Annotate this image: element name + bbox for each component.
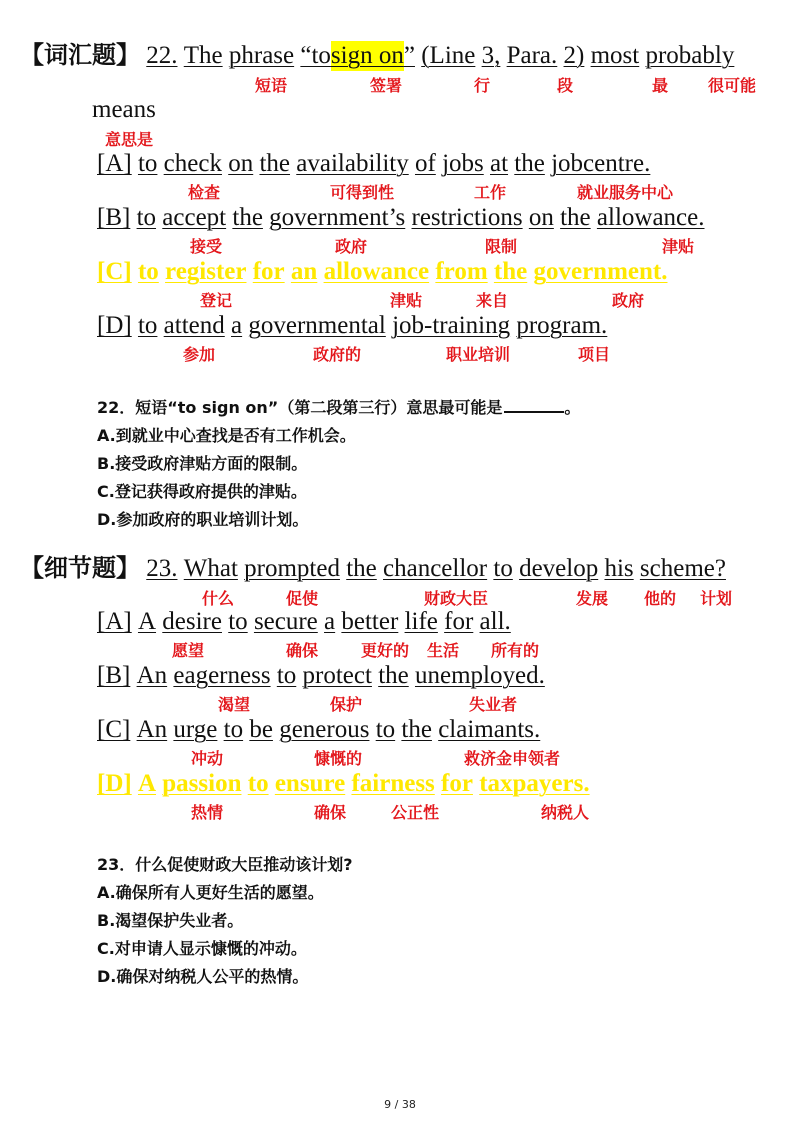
stem-word: means bbox=[92, 96, 156, 123]
option-letter: [B] bbox=[97, 204, 131, 231]
option-word: better bbox=[341, 608, 399, 635]
option-word: jobcentre. bbox=[551, 150, 651, 177]
option-word: claimants. bbox=[438, 716, 541, 743]
gloss: 愿望 bbox=[172, 641, 205, 660]
q22-number: 22. bbox=[146, 42, 178, 69]
q23-option-b bbox=[97, 661, 545, 691]
gloss: 发展 bbox=[576, 589, 609, 608]
option-word: taxpayers. bbox=[479, 770, 590, 797]
option-word: on bbox=[528, 204, 554, 231]
q22-cn-option-c: C.登记获得政府提供的津贴。 bbox=[97, 482, 307, 501]
gloss: 来自 bbox=[476, 291, 509, 310]
page-number: 9 / 38 bbox=[384, 1098, 416, 1111]
q23-cn-option-b: B.渴望保护失业者。 bbox=[97, 911, 244, 930]
option-word: restrictions bbox=[411, 204, 523, 231]
q23-option-c bbox=[97, 715, 540, 745]
option-word: urge bbox=[173, 716, 218, 743]
option-word: An bbox=[136, 662, 168, 689]
gloss: 失业者 bbox=[469, 695, 518, 714]
option-word: An bbox=[136, 716, 168, 743]
option-word: job-training bbox=[392, 312, 511, 339]
option-word: the bbox=[514, 150, 545, 177]
stem-word: ” bbox=[403, 42, 415, 69]
option-letter: [D] bbox=[97, 312, 132, 339]
option-word: be bbox=[249, 716, 273, 743]
option-word: desire bbox=[162, 608, 222, 635]
option-word: the bbox=[401, 716, 432, 743]
option-letter: [A] bbox=[97, 608, 132, 635]
option-word: to bbox=[223, 716, 244, 743]
gloss: 职业培训 bbox=[446, 345, 511, 364]
q22-stem-line2 bbox=[92, 95, 156, 125]
stem-word: probably bbox=[645, 42, 735, 69]
stem-word: chancellor bbox=[383, 555, 488, 582]
option-word: attend bbox=[163, 312, 225, 339]
gloss: 什么 bbox=[202, 589, 235, 608]
option-letter: [C] bbox=[97, 258, 132, 285]
option-word: for bbox=[252, 258, 285, 285]
option-word: register bbox=[165, 258, 247, 285]
option-word: to bbox=[137, 258, 159, 285]
option-word: from bbox=[435, 258, 488, 285]
option-word: check bbox=[163, 150, 222, 177]
stem-word: 3, bbox=[481, 42, 501, 69]
stem-word: 2) bbox=[563, 42, 585, 69]
option-word: A bbox=[137, 608, 157, 635]
q22-option-c-answer bbox=[97, 257, 667, 287]
gloss: 财政大臣 bbox=[424, 589, 489, 608]
option-word: all. bbox=[479, 608, 511, 635]
gloss: 签署 bbox=[370, 76, 403, 95]
option-word: government’s bbox=[269, 204, 406, 231]
option-word: eagerness bbox=[173, 662, 271, 689]
gloss: 生活 bbox=[427, 641, 460, 660]
gloss: 参加 bbox=[183, 345, 216, 364]
q23-stem bbox=[20, 553, 726, 584]
cn-stem-text: 22．短语“to sign on”（第二段第三行）意思最可能是 bbox=[97, 398, 503, 417]
option-word: the bbox=[378, 662, 409, 689]
q22-option-a bbox=[97, 149, 650, 179]
gloss: 接受 bbox=[190, 237, 223, 256]
option-word: allowance bbox=[323, 258, 430, 285]
gloss: 确保 bbox=[286, 641, 319, 660]
q23-cn-option-d: D.确保对纳税人公平的热情。 bbox=[97, 967, 309, 986]
gloss: 津贴 bbox=[662, 237, 695, 256]
gloss: 所有的 bbox=[491, 641, 540, 660]
gloss: 公正性 bbox=[391, 803, 440, 822]
option-word: accept bbox=[162, 204, 227, 231]
gloss: 政府 bbox=[335, 237, 368, 256]
option-word: unemployed. bbox=[414, 662, 545, 689]
stem-word: (Line bbox=[421, 42, 476, 69]
q22-option-d bbox=[97, 311, 607, 341]
gloss: 确保 bbox=[314, 803, 347, 822]
stem-word: The bbox=[183, 42, 223, 69]
q23-number: 23. bbox=[146, 555, 178, 582]
option-word: A bbox=[137, 770, 157, 797]
option-word: generous bbox=[279, 716, 370, 743]
gloss: 更好的 bbox=[361, 641, 410, 660]
stem-word: prompted bbox=[244, 555, 340, 582]
option-word: to bbox=[137, 150, 158, 177]
gloss: 政府的 bbox=[313, 345, 362, 364]
gloss: 热情 bbox=[191, 803, 224, 822]
q23-type-tag: 【细节题】 bbox=[20, 554, 140, 582]
q23-option-a bbox=[97, 607, 511, 637]
gloss: 救济金申领者 bbox=[464, 749, 561, 768]
option-letter: [A] bbox=[97, 150, 132, 177]
option-word: government. bbox=[533, 258, 668, 285]
option-word: for bbox=[441, 770, 473, 797]
stem-word: What bbox=[183, 555, 238, 582]
answer-blank bbox=[504, 397, 564, 413]
option-word: of bbox=[414, 150, 436, 177]
option-word: availability bbox=[296, 150, 409, 177]
option-word: to bbox=[228, 608, 248, 635]
option-word: the bbox=[560, 204, 591, 231]
gloss: 政府 bbox=[612, 291, 645, 310]
option-word: ensure bbox=[274, 770, 346, 797]
gloss: 限制 bbox=[485, 237, 518, 256]
option-word: program. bbox=[516, 312, 608, 339]
gloss: 可得到性 bbox=[330, 183, 395, 202]
option-word: passion bbox=[162, 770, 242, 797]
stem-word-highlight: sign on bbox=[330, 42, 404, 69]
option-letter: [B] bbox=[97, 662, 131, 689]
option-word: at bbox=[490, 150, 509, 177]
option-word: the bbox=[259, 150, 291, 177]
stem-word: phrase bbox=[228, 42, 295, 69]
option-word: for bbox=[444, 608, 474, 635]
gloss: 登记 bbox=[200, 291, 233, 310]
gloss: 就业服务中心 bbox=[577, 183, 674, 202]
stem-word: to bbox=[493, 555, 513, 582]
q22-cn-stem bbox=[97, 397, 580, 419]
option-word: allowance. bbox=[596, 204, 705, 231]
stem-word: the bbox=[346, 555, 377, 582]
gloss: 工作 bbox=[474, 183, 507, 202]
q23-option-d-answer bbox=[97, 769, 590, 799]
gloss: 冲动 bbox=[191, 749, 224, 768]
q22-cn-option-d: D.参加政府的职业培训计划。 bbox=[97, 510, 309, 529]
q22-type-tag: 【词汇题】 bbox=[20, 41, 140, 69]
option-word: the bbox=[232, 204, 263, 231]
q23-cn-option-a: A.确保所有人更好生活的愿望。 bbox=[97, 883, 324, 902]
gloss: 保护 bbox=[330, 695, 363, 714]
gloss: 段 bbox=[557, 76, 574, 95]
option-word: fairness bbox=[351, 770, 435, 797]
option-word: on bbox=[228, 150, 254, 177]
gloss: 检查 bbox=[188, 183, 221, 202]
cn-stem-end: 。 bbox=[564, 398, 581, 417]
option-word: to bbox=[137, 312, 158, 339]
option-word: life bbox=[404, 608, 438, 635]
option-word: the bbox=[493, 258, 528, 285]
q23-cn-option-c: C.对申请人显示慷慨的冲动。 bbox=[97, 939, 307, 958]
stem-word: develop bbox=[519, 555, 599, 582]
q23-cn-stem: 23．什么促使财政大臣推动该计划? bbox=[97, 855, 353, 874]
stem-word: most bbox=[590, 42, 640, 69]
option-word: protect bbox=[302, 662, 372, 689]
stem-word: “to bbox=[300, 42, 331, 69]
q22-option-b bbox=[97, 203, 705, 233]
gloss: 他的 bbox=[644, 589, 677, 608]
q22-stem-line1 bbox=[20, 40, 734, 71]
gloss: 促使 bbox=[286, 589, 319, 608]
q22-cn-option-b: B.接受政府津贴方面的限制。 bbox=[97, 454, 308, 473]
option-word: an bbox=[290, 258, 318, 285]
stem-word: scheme? bbox=[639, 555, 726, 582]
q22-cn-option-a: A.到就业中心查找是否有工作机会。 bbox=[97, 426, 356, 445]
option-word: to bbox=[276, 662, 297, 689]
gloss: 行 bbox=[474, 76, 491, 95]
option-word: jobs bbox=[442, 150, 484, 177]
gloss: 纳税人 bbox=[541, 803, 590, 822]
gloss: 渴望 bbox=[218, 695, 251, 714]
stem-word: his bbox=[604, 555, 634, 582]
gloss: 津贴 bbox=[390, 291, 423, 310]
option-word: to bbox=[136, 204, 157, 231]
option-letter: [D] bbox=[97, 770, 132, 797]
gloss: 最 bbox=[652, 76, 669, 95]
option-letter: [C] bbox=[97, 716, 131, 743]
gloss: 意思是 bbox=[105, 130, 154, 149]
option-word: a bbox=[231, 312, 243, 339]
option-word: to bbox=[375, 716, 396, 743]
option-word: governmental bbox=[248, 312, 386, 339]
gloss: 项目 bbox=[578, 345, 611, 364]
option-word: a bbox=[324, 608, 336, 635]
gloss: 慷慨的 bbox=[314, 749, 363, 768]
gloss: 短语 bbox=[255, 76, 288, 95]
gloss: 计划 bbox=[700, 589, 733, 608]
option-word: secure bbox=[253, 608, 318, 635]
gloss: 很可能 bbox=[708, 76, 757, 95]
stem-word: Para. bbox=[506, 42, 558, 69]
option-word: to bbox=[247, 770, 269, 797]
